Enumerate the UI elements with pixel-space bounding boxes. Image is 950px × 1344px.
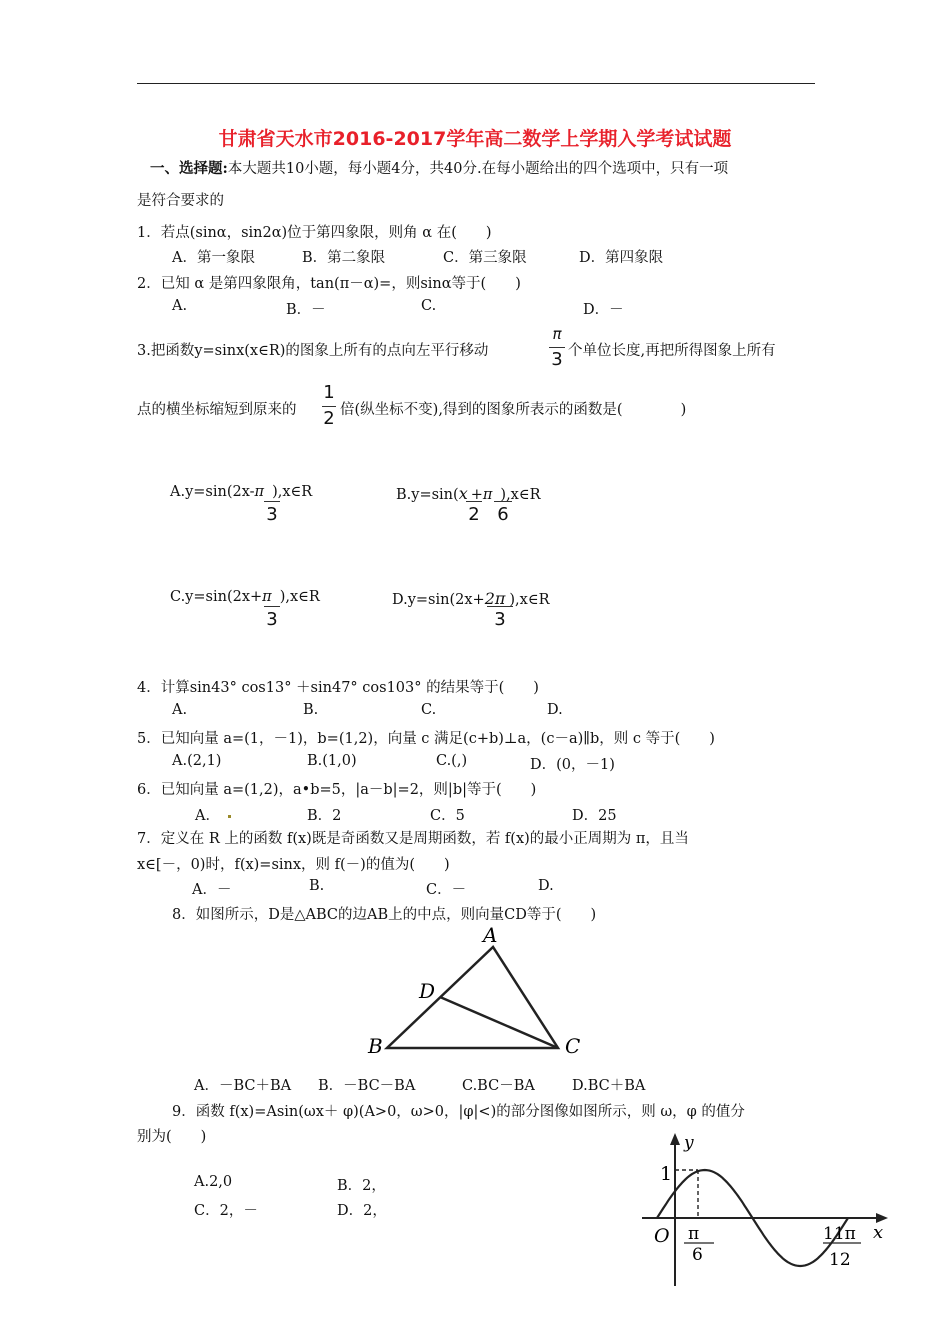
q4-option-b: B. bbox=[303, 702, 319, 718]
q3-stem-part2: 个单位长度,再把所得图象上所有 bbox=[568, 343, 776, 359]
q3-option-c bbox=[170, 589, 320, 605]
q3-option-d-bar bbox=[487, 606, 513, 607]
q8-option-b: B．－BC－BA bbox=[318, 1078, 416, 1094]
q3-option-a-post: ),x∈R bbox=[272, 484, 313, 500]
q9-option-c: C．2，－ bbox=[194, 1203, 258, 1219]
q8-stem: 8．如图所示，D是△ABC的边AB上的中点，则向量CD等于( ) bbox=[172, 907, 597, 923]
q9-option-d: D．2， bbox=[337, 1203, 387, 1219]
q3-option-d-pre: D.y=sin(2x+ bbox=[392, 592, 485, 608]
q7-option-b: B. bbox=[309, 878, 325, 894]
q3-frac-bar bbox=[549, 347, 565, 348]
q3-three: 3 bbox=[551, 349, 563, 370]
section-intro-line1 bbox=[150, 157, 728, 178]
q3-option-a-pre: A.y=sin(2x- bbox=[170, 484, 255, 500]
q7-option-d: D. bbox=[538, 878, 554, 894]
origin-label: O bbox=[654, 1225, 670, 1247]
one-label: 1 bbox=[660, 1163, 673, 1185]
q9-option-a: A.2,0 bbox=[194, 1174, 233, 1190]
triangle-abc bbox=[387, 947, 558, 1048]
q4-option-a: A. bbox=[172, 702, 188, 718]
q3-option-b-x: x bbox=[458, 484, 468, 503]
q3-option-c-bar bbox=[264, 606, 280, 607]
q8-triangle-figure bbox=[360, 920, 590, 1060]
label-d: D bbox=[419, 979, 436, 1003]
label-b: B bbox=[368, 1034, 383, 1058]
q9-sine-graph bbox=[640, 1128, 900, 1292]
q7-option-a: A．－ bbox=[192, 882, 232, 898]
q3-option-b-bar2 bbox=[494, 501, 512, 502]
q3-option-b-plus: + bbox=[470, 487, 483, 503]
q3-option-c-den: 3 bbox=[266, 609, 278, 630]
q7-line1: 7．定义在 R 上的函数 f(x)既是奇函数又是周期函数，若 f(x)的最小正周期为 π，且当 bbox=[137, 831, 689, 847]
q6-option-a: A． bbox=[195, 808, 220, 824]
section-intro-line2: 是符合要求的 bbox=[137, 193, 224, 209]
q5-stem: 5．已知向量 a=(1，－1)，b=(1,2)，向量 c 满足(c+b)⊥a，(c－a)∥b，则 c 等于( ) bbox=[137, 731, 715, 747]
q3-option-b-pi: π bbox=[482, 487, 493, 503]
q3-option-a-pi: π bbox=[254, 484, 265, 500]
q6-stem: 6．已知向量 a=(1,2)，a•b=5，|a－b|=2，则|b|等于( ) bbox=[137, 782, 537, 798]
tick2-num: 11π bbox=[823, 1224, 856, 1244]
q3-option-c-pi: π bbox=[262, 589, 272, 605]
q3-option-b-bar1 bbox=[466, 501, 482, 502]
y-axis-arrow bbox=[670, 1133, 680, 1145]
q1-option-c: C．第三象限 bbox=[443, 250, 527, 266]
q4-stem: 4．计算sin43° cos13° ＋sin47° cos103° 的结果等于( ) bbox=[137, 680, 539, 696]
q3-pi: π bbox=[552, 325, 562, 343]
q8-option-c: C.BC－BA bbox=[462, 1078, 535, 1094]
q7-line2: x∈[－，0)时，f(x)=sinx，则 f(－)的值为( ) bbox=[137, 857, 450, 873]
q3-option-b-post: ),x∈R bbox=[500, 487, 541, 503]
q2-option-d: D．－ bbox=[583, 302, 624, 318]
q3-two: 2 bbox=[323, 408, 335, 429]
q1-option-b: B．第二象限 bbox=[302, 250, 386, 266]
q2-option-c: C. bbox=[421, 298, 437, 314]
q2-option-a: A. bbox=[172, 298, 188, 314]
q6-option-d: D．25 bbox=[572, 808, 617, 824]
q8-option-d: D.BC＋BA bbox=[572, 1078, 646, 1094]
q6-option-b: B．2 bbox=[307, 808, 342, 824]
q3-option-a bbox=[170, 484, 312, 500]
label-c: C bbox=[565, 1034, 581, 1058]
q8-option-a: A．－BC＋BA bbox=[194, 1078, 292, 1094]
page-title: 甘肃省天水市2016-2017学年高二数学上学期入学考试试题 bbox=[218, 128, 732, 150]
q3-option-b-den1: 2 bbox=[468, 504, 480, 525]
q4-option-d: D. bbox=[547, 702, 563, 718]
q5-option-a: A.(2,1) bbox=[172, 753, 222, 769]
q6-option-c: C．5 bbox=[430, 808, 465, 824]
q3-half-bar bbox=[322, 406, 336, 407]
q9-line1: 9．函数 f(x)=Asin(ωx＋ φ)(A>0，ω>0，|φ|<)的部分图像如图所示，则 ω，φ 的值分 bbox=[172, 1104, 745, 1120]
x-label: x bbox=[873, 1222, 884, 1243]
q3-one: 1 bbox=[323, 382, 335, 403]
q3-stem-part4: 倍(纵坐标不变),得到的图象所表示的函数是( ) bbox=[340, 402, 687, 418]
header-rule bbox=[137, 83, 815, 84]
q5-option-d: D．(0，－1) bbox=[530, 757, 615, 773]
q9-option-b: B．2， bbox=[337, 1178, 386, 1194]
q5-option-c: C.(,) bbox=[436, 753, 468, 769]
q3-option-c-post: ),x∈R bbox=[279, 589, 320, 605]
q7-option-c: C．－ bbox=[426, 882, 467, 898]
q3-option-c-pre: C.y=sin(2x+ bbox=[170, 589, 263, 605]
q3-option-d-num: 2π bbox=[484, 589, 506, 608]
stray-dot bbox=[228, 815, 231, 818]
y-label: y bbox=[684, 1133, 694, 1153]
q3-option-a-den: 3 bbox=[266, 504, 278, 525]
q3-option-d bbox=[392, 589, 550, 608]
q9-line2: 别为( ) bbox=[137, 1129, 207, 1145]
q3-option-b-den2: 6 bbox=[497, 504, 509, 525]
q2-option-b: B．－ bbox=[286, 302, 326, 318]
tick2-den: 12 bbox=[829, 1250, 851, 1270]
q3-option-d-post: ),x∈R bbox=[509, 592, 550, 608]
tick1-num: π bbox=[688, 1224, 700, 1244]
q1-option-d: D．第四象限 bbox=[579, 250, 664, 266]
q3-option-a-bar bbox=[264, 501, 280, 502]
q1-option-a: A．第一象限 bbox=[172, 250, 255, 266]
tick1-den: 6 bbox=[692, 1245, 703, 1265]
q5-option-b: B.(1,0) bbox=[307, 753, 357, 769]
label-a: A bbox=[483, 923, 498, 947]
q3-stem-part1: 3.把函数y=sinx(x∈R)的图象上所有的点向左平行移动 bbox=[137, 343, 489, 359]
q3-stem-part3: 点的横坐标缩短到原来的 bbox=[137, 402, 297, 418]
q3-option-b-pre: B.y=sin( bbox=[396, 487, 459, 503]
q2-stem: 2．已知 α 是第四象限角，tan(π－α)=，则sinα等于( ) bbox=[137, 276, 521, 292]
section-heading: 一、选择题: bbox=[150, 160, 228, 177]
q4-option-c: C. bbox=[421, 702, 437, 718]
section-intro-text: 本大题共10小题，每小题4分，共40分.在每小题给出的四个选项中，只有一项 bbox=[227, 161, 729, 177]
q3-option-d-den: 3 bbox=[494, 609, 506, 630]
q1-stem: 1．若点(sinα，sin2α)位于第四象限，则角 α 在( ) bbox=[137, 225, 492, 241]
